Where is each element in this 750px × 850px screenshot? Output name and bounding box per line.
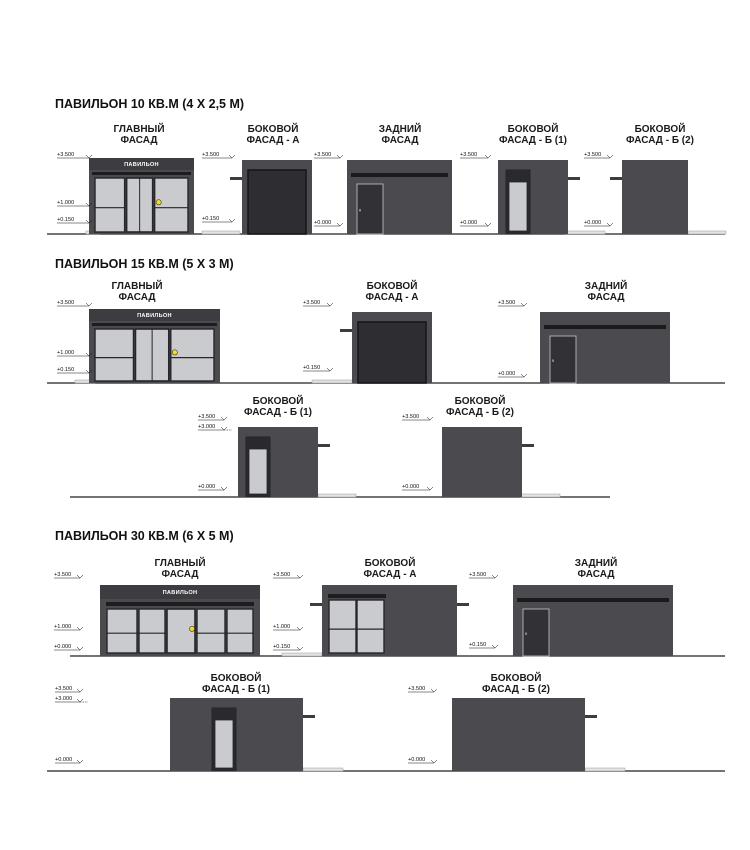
elevation-title-line2: ФАСАД: [118, 292, 156, 303]
level-mark-label: +0.150: [273, 644, 291, 650]
section-title: ПАВИЛЬОН 10 КВ.М (4 Х 2,5 М): [55, 97, 245, 111]
level-mark-label: +1.000: [54, 624, 72, 630]
shop-sign-label: ПАВИЛЬОН: [124, 162, 159, 169]
level-mark-label: +1.000: [57, 200, 75, 206]
elevation: [303, 279, 432, 383]
level-mark-label: +0.150: [303, 365, 321, 371]
level-mark-arrow: [221, 427, 227, 430]
glass-pane: [197, 609, 225, 653]
side-door-glass: [509, 182, 527, 231]
pavilion-section: [55, 97, 726, 234]
service-door: [357, 184, 383, 234]
level-mark-label: +3.500: [314, 152, 332, 158]
level-mark-label: +0.150: [57, 217, 75, 223]
level-mark-label: +3.500: [469, 572, 487, 578]
side-door-glass: [249, 449, 267, 494]
canopy-bracket: [230, 177, 242, 180]
level-mark-label: +1.000: [273, 624, 291, 630]
elevation-title-line1: БОКОВОЙ: [366, 281, 418, 292]
elevation: [402, 394, 560, 497]
level-mark-arrow: [521, 374, 527, 377]
level-mark-label: +3.500: [202, 152, 220, 158]
canopy-bracket: [318, 444, 330, 447]
level-mark-arrow: [221, 417, 227, 420]
level-mark-label: +3.500: [584, 152, 602, 158]
awning-band: [517, 598, 669, 602]
entrance-step: [688, 231, 726, 234]
level-mark-arrow: [431, 760, 437, 763]
elevation-title-line2: ФАСАД: [161, 569, 199, 580]
glass-pane: [139, 609, 165, 653]
level-mark-label: +0.150: [469, 642, 487, 648]
elevation-title-line1: ГЛАВНЫЙ: [113, 124, 165, 135]
awning-band: [92, 323, 217, 326]
elevation-title-line1: БОКОВОЙ: [252, 396, 304, 407]
level-mark-arrow: [77, 760, 83, 763]
door-bell-icon: [189, 626, 194, 631]
level-mark-arrow: [521, 303, 527, 306]
glass-pane: [107, 609, 137, 653]
elevation-title-line1: ГЛАВНЫЙ: [111, 281, 163, 292]
entrance-step: [282, 653, 322, 656]
level-mark-arrow: [221, 487, 227, 490]
elevation-title-line1: БОКОВОЙ: [364, 558, 416, 569]
service-door: [523, 609, 549, 656]
level-mark-arrow: [431, 689, 437, 692]
level-mark-arrow: [607, 155, 613, 158]
elevation-title-line2: ФАСАД - Б (1): [201, 684, 271, 695]
level-mark-label: +0.150: [202, 216, 220, 222]
level-mark-label: +0.000: [402, 484, 420, 490]
level-mark-label: +0.000: [460, 220, 478, 226]
elevation-title-line2: ФАСАД - Б (1): [498, 135, 568, 146]
level-mark-label: +3.500: [273, 572, 291, 578]
level-mark-arrow: [86, 155, 92, 158]
level-mark-arrow: [337, 223, 343, 226]
level-mark-label: +0.000: [584, 220, 602, 226]
level-mark-arrow: [77, 699, 83, 702]
awning-band: [544, 325, 666, 329]
level-mark-arrow: [229, 155, 235, 158]
pavilion-section: [54, 529, 673, 771]
awning-band: [92, 172, 191, 175]
elevation-title-line1: ЗАДНИЙ: [584, 281, 628, 292]
glass-pane: [95, 329, 133, 381]
facade-wall: [452, 698, 585, 771]
level-mark-label: +3.500: [498, 300, 516, 306]
level-mark-label: +3.500: [303, 300, 321, 306]
facade-wall: [622, 160, 688, 234]
elevation-title-line1: ЗАДНИЙ: [378, 124, 422, 135]
entrance-step: [585, 768, 625, 771]
elevation-title-line1: БОКОВОЙ: [210, 673, 262, 684]
glass-pane: [357, 600, 384, 653]
section-title: ПАВИЛЬОН 15 КВ.М (5 Х 3 М): [55, 257, 234, 271]
elevation: [54, 556, 260, 656]
elevation-title-line2: ФАСАД - А: [363, 569, 417, 580]
level-mark-label: +3.500: [460, 152, 478, 158]
level-mark-arrow: [492, 645, 498, 648]
level-mark-label: +3.500: [54, 572, 72, 578]
level-mark-label: +3.000: [55, 696, 73, 702]
canopy-bracket: [522, 444, 534, 447]
elevation: [57, 279, 220, 383]
level-mark-label: +3.500: [57, 300, 75, 306]
canopy-bracket: [310, 603, 322, 606]
level-mark-arrow: [492, 575, 498, 578]
roller-shutter: [358, 322, 426, 383]
level-mark-label: +0.000: [498, 371, 516, 377]
elevation-title-line1: ГЛАВНЫЙ: [154, 558, 206, 569]
level-mark-arrow: [229, 219, 235, 222]
level-mark-label: +0.000: [408, 757, 426, 763]
level-mark-arrow: [77, 575, 83, 578]
canopy-bracket: [457, 603, 469, 606]
level-mark-label: +3.500: [402, 414, 420, 420]
elevation-title-line1: БОКОВОЙ: [507, 124, 559, 135]
entrance-step: [318, 494, 356, 497]
level-mark-label: +3.500: [55, 686, 73, 692]
level-mark-label: +0.000: [55, 757, 73, 763]
elevation-title-line1: БОКОВОЙ: [454, 396, 506, 407]
level-mark-arrow: [297, 647, 303, 650]
level-mark-label: +3.500: [408, 686, 426, 692]
level-mark-arrow: [77, 647, 83, 650]
door-bell-icon: [172, 350, 177, 355]
glass-pane: [227, 609, 253, 653]
level-mark-label: +1.000: [57, 350, 75, 356]
entrance-step: [565, 231, 605, 234]
entrance-step: [520, 494, 560, 497]
level-mark-arrow: [427, 487, 433, 490]
elevation-title-line2: ФАСАД - Б (2): [625, 135, 695, 146]
door-bell-icon: [156, 200, 161, 205]
roller-shutter: [248, 170, 306, 234]
elevation: [584, 122, 726, 234]
canopy-bracket: [340, 329, 352, 332]
elevation: [498, 279, 670, 383]
level-mark-arrow: [327, 368, 333, 371]
elevation-title-line2: ФАСАД: [587, 292, 625, 303]
level-mark-arrow: [327, 303, 333, 306]
elevation: [273, 556, 469, 656]
service-door: [550, 336, 576, 383]
elevation: [469, 556, 673, 656]
elevation: [198, 394, 356, 497]
level-mark-arrow: [297, 627, 303, 630]
canopy-bracket: [585, 715, 597, 718]
level-mark-label: +0.000: [314, 220, 332, 226]
elevation: [55, 671, 343, 771]
awning-band: [328, 594, 386, 598]
level-mark-arrow: [77, 689, 83, 692]
shop-sign-label: ПАВИЛЬОН: [162, 590, 198, 597]
glass-pane: [95, 178, 125, 232]
shop-sign-label: ПАВИЛЬОН: [137, 313, 172, 320]
elevation-title-line2: ФАСАД: [577, 569, 615, 580]
elevation-title-line2: ФАСАД - Б (1): [243, 407, 313, 418]
side-door-glass: [215, 720, 233, 768]
elevation-title-line1: БОКОВОЙ: [634, 124, 686, 135]
pavilion-section: [55, 257, 670, 497]
level-mark-label: +0.000: [54, 644, 72, 650]
canopy-bracket: [568, 177, 580, 180]
elevation-title-line1: ЗАДНИЙ: [574, 558, 618, 569]
elevation-title-line2: ФАСАД: [120, 135, 158, 146]
level-mark-label: +3.000: [198, 424, 216, 430]
awning-band: [351, 173, 448, 177]
level-mark-arrow: [337, 155, 343, 158]
elevation-title-line1: БОКОВОЙ: [490, 673, 542, 684]
level-mark-label: +0.000: [198, 484, 216, 490]
level-mark-arrow: [607, 223, 613, 226]
level-mark-arrow: [485, 155, 491, 158]
level-mark-label: +3.500: [57, 152, 75, 158]
section-title: ПАВИЛЬОН 30 КВ.М (6 Х 5 М): [55, 529, 234, 543]
level-mark-label: +0.150: [57, 367, 75, 373]
awning-band: [106, 602, 254, 606]
glass-pane: [171, 329, 214, 381]
glass-pane: [329, 600, 356, 653]
elevation: [202, 122, 312, 234]
level-mark-arrow: [297, 575, 303, 578]
facade-wall: [442, 427, 522, 497]
elevation-title-line2: ФАСАД - Б (2): [445, 407, 515, 418]
entrance-step: [202, 231, 240, 234]
entrance-step: [312, 380, 352, 383]
elevation-title-line2: ФАСАД - А: [365, 292, 419, 303]
entrance-step: [303, 768, 343, 771]
elevation-title-line1: БОКОВОЙ: [247, 124, 299, 135]
elevation-title-line2: ФАСАД - Б (2): [481, 684, 551, 695]
level-mark-arrow: [427, 417, 433, 420]
canopy-bracket: [610, 177, 622, 180]
elevation: [460, 122, 605, 234]
canopy-bracket: [303, 715, 315, 718]
level-mark-arrow: [86, 303, 92, 306]
level-mark-arrow: [77, 627, 83, 630]
elevation: [57, 122, 194, 234]
elevation: [408, 671, 625, 771]
elevation: [314, 122, 452, 234]
elevation-title-line2: ФАСАД: [381, 135, 419, 146]
level-mark-arrow: [485, 223, 491, 226]
elevation-title-line2: ФАСАД - А: [246, 135, 300, 146]
level-mark-label: +3.500: [198, 414, 216, 420]
